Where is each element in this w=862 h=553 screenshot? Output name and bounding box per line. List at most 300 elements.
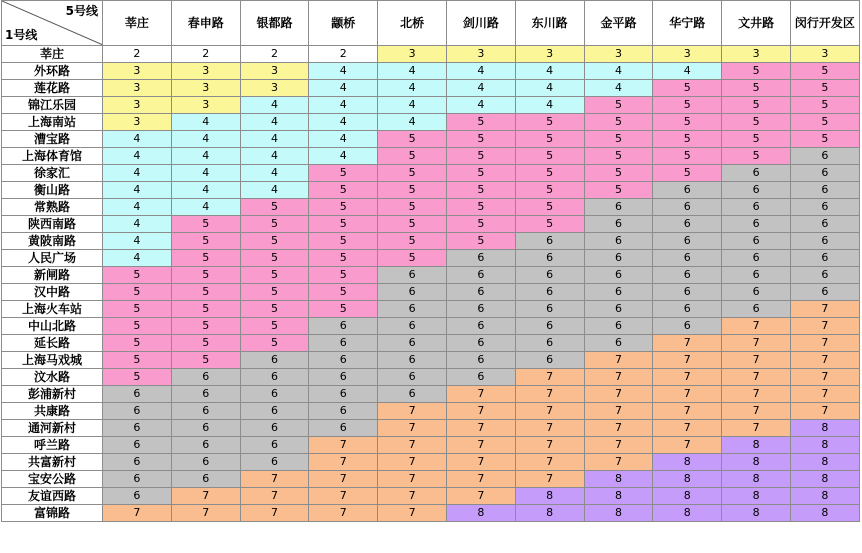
- fare-cell: 8: [790, 488, 859, 505]
- fare-cell: 8: [722, 454, 791, 471]
- fare-cell: 5: [722, 131, 791, 148]
- row-header: 陕西南路: [2, 216, 103, 233]
- fare-cell: 7: [584, 420, 653, 437]
- table-row: [2, 454, 860, 471]
- fare-cell: 6: [584, 301, 653, 318]
- fare-cell: 5: [240, 233, 309, 250]
- table-row: [2, 471, 860, 488]
- row-header: 宝安公路: [2, 471, 103, 488]
- fare-cell: 6: [515, 301, 584, 318]
- fare-cell: 6: [240, 369, 309, 386]
- fare-cell: 6: [515, 335, 584, 352]
- fare-cell: 7: [515, 403, 584, 420]
- fare-cell: 4: [171, 148, 240, 165]
- table-row: [2, 369, 860, 386]
- fare-cell: 7: [515, 420, 584, 437]
- fare-cell: 6: [309, 352, 378, 369]
- header-row: [2, 1, 860, 46]
- fare-cell: 7: [515, 454, 584, 471]
- fare-cell: 6: [378, 335, 447, 352]
- fare-cell: 7: [653, 335, 722, 352]
- row-header: 彭浦新村: [2, 386, 103, 403]
- fare-cell: 4: [103, 199, 172, 216]
- fare-cell: 5: [240, 250, 309, 267]
- fare-cell: 5: [240, 301, 309, 318]
- fare-cell: 5: [103, 369, 172, 386]
- line1-label: 1号线: [5, 28, 38, 42]
- fare-cell: 7: [446, 403, 515, 420]
- fare-cell: 3: [584, 46, 653, 63]
- row-header: 上海体育馆: [2, 148, 103, 165]
- fare-cell: 5: [378, 131, 447, 148]
- table-row: [2, 284, 860, 301]
- fare-cell: 8: [722, 437, 791, 454]
- fare-cell: 3: [790, 46, 859, 63]
- fare-cell: 6: [722, 165, 791, 182]
- fare-cell: 6: [790, 267, 859, 284]
- fare-cell: 5: [515, 131, 584, 148]
- row-header: 衡山路: [2, 182, 103, 199]
- fare-cell: 4: [309, 148, 378, 165]
- fare-cell: 5: [378, 182, 447, 199]
- fare-cell: 5: [240, 267, 309, 284]
- fare-cell: 5: [446, 148, 515, 165]
- fare-cell: 4: [378, 114, 447, 131]
- fare-cell: 8: [584, 505, 653, 522]
- row-header: 通河新村: [2, 420, 103, 437]
- fare-cell: 7: [378, 420, 447, 437]
- row-header: 莲花路: [2, 80, 103, 97]
- fare-cell: 6: [171, 420, 240, 437]
- fare-cell: 7: [446, 420, 515, 437]
- table-row: [2, 301, 860, 318]
- fare-cell: 6: [515, 233, 584, 250]
- fare-cell: 5: [378, 148, 447, 165]
- fare-cell: 6: [446, 318, 515, 335]
- fare-cell: 4: [171, 199, 240, 216]
- fare-cell: 6: [378, 386, 447, 403]
- fare-cell: 7: [722, 420, 791, 437]
- fare-cell: 8: [446, 505, 515, 522]
- fare-cell: 5: [446, 114, 515, 131]
- fare-cell: 5: [515, 199, 584, 216]
- table-row: [2, 216, 860, 233]
- fare-cell: 6: [309, 335, 378, 352]
- fare-cell: 5: [790, 114, 859, 131]
- fare-cell: 4: [103, 165, 172, 182]
- fare-cell: 5: [378, 250, 447, 267]
- fare-cell: 6: [309, 420, 378, 437]
- fare-cell: 5: [515, 216, 584, 233]
- fare-cell: 6: [790, 284, 859, 301]
- fare-cell: 6: [790, 199, 859, 216]
- fare-cell: 4: [378, 97, 447, 114]
- fare-cell: 6: [240, 403, 309, 420]
- fare-cell: 5: [103, 335, 172, 352]
- fare-cell: 5: [515, 148, 584, 165]
- fare-cell: 6: [515, 318, 584, 335]
- fare-cell: 6: [584, 284, 653, 301]
- fare-cell: 5: [446, 199, 515, 216]
- fare-cell: 8: [790, 471, 859, 488]
- fare-cell: 5: [653, 165, 722, 182]
- row-header: 呼兰路: [2, 437, 103, 454]
- table-row: [2, 352, 860, 369]
- row-header: 黄陂南路: [2, 233, 103, 250]
- fare-cell: 3: [171, 80, 240, 97]
- fare-cell: 7: [722, 352, 791, 369]
- fare-cell: 5: [378, 233, 447, 250]
- fare-cell: 7: [378, 488, 447, 505]
- fare-cell: 5: [653, 114, 722, 131]
- fare-cell: 6: [309, 318, 378, 335]
- fare-cell: 6: [103, 420, 172, 437]
- fare-cell: 6: [240, 420, 309, 437]
- row-header: 常熟路: [2, 199, 103, 216]
- fare-cell: 5: [446, 165, 515, 182]
- fare-cell: 4: [240, 131, 309, 148]
- fare-cell: 5: [171, 352, 240, 369]
- column-header: 文井路: [722, 1, 791, 46]
- fare-cell: 5: [653, 131, 722, 148]
- row-header: 锦江乐园: [2, 97, 103, 114]
- fare-cell: 8: [653, 471, 722, 488]
- table-row: [2, 335, 860, 352]
- fare-cell: 4: [309, 114, 378, 131]
- fare-cell: 7: [653, 352, 722, 369]
- column-header: 北桥: [378, 1, 447, 46]
- fare-cell: 6: [653, 284, 722, 301]
- fare-cell: 6: [653, 182, 722, 199]
- fare-cell: 4: [171, 131, 240, 148]
- fare-cell: 4: [103, 233, 172, 250]
- fare-cell: 7: [515, 369, 584, 386]
- fare-cell: 8: [790, 505, 859, 522]
- fare-cell: 6: [240, 437, 309, 454]
- fare-cell: 4: [309, 63, 378, 80]
- fare-cell: 5: [378, 199, 447, 216]
- fare-cell: 5: [171, 233, 240, 250]
- fare-cell: 6: [515, 267, 584, 284]
- fare-cell: 8: [515, 488, 584, 505]
- fare-cell: 8: [790, 420, 859, 437]
- fare-cell: 5: [584, 148, 653, 165]
- table-row: [2, 505, 860, 522]
- fare-cell: 7: [240, 471, 309, 488]
- row-header: 新闸路: [2, 267, 103, 284]
- fare-cell: 5: [309, 301, 378, 318]
- fare-cell: 7: [515, 471, 584, 488]
- fare-cell: 6: [584, 267, 653, 284]
- fare-cell: 7: [722, 386, 791, 403]
- fare-cell: 6: [378, 369, 447, 386]
- fare-cell: 5: [584, 131, 653, 148]
- fare-cell: 4: [103, 182, 172, 199]
- fare-cell: 5: [584, 182, 653, 199]
- fare-cell: 6: [309, 386, 378, 403]
- fare-cell: 6: [171, 454, 240, 471]
- fare-matrix-table: [1, 0, 860, 522]
- fare-cell: 7: [309, 488, 378, 505]
- fare-cell: 5: [240, 199, 309, 216]
- fare-cell: 7: [584, 352, 653, 369]
- fare-cell: 6: [790, 182, 859, 199]
- fare-cell: 5: [171, 301, 240, 318]
- fare-cell: 7: [309, 454, 378, 471]
- fare-cell: 5: [103, 318, 172, 335]
- column-header: 金平路: [584, 1, 653, 46]
- table-row: [2, 63, 860, 80]
- fare-cell: 8: [722, 471, 791, 488]
- fare-cell: 4: [515, 80, 584, 97]
- fare-cell: 7: [515, 437, 584, 454]
- fare-cell: 6: [240, 454, 309, 471]
- fare-cell: 4: [240, 165, 309, 182]
- fare-cell: 6: [171, 437, 240, 454]
- fare-cell: 5: [309, 165, 378, 182]
- fare-cell: 5: [653, 80, 722, 97]
- row-header: 共康路: [2, 403, 103, 420]
- fare-cell: 5: [515, 114, 584, 131]
- fare-cell: 3: [240, 63, 309, 80]
- fare-cell: 6: [584, 233, 653, 250]
- row-header: 中山北路: [2, 318, 103, 335]
- fare-cell: 6: [790, 250, 859, 267]
- fare-cell: 6: [790, 165, 859, 182]
- column-header: 剑川路: [446, 1, 515, 46]
- fare-cell: 7: [378, 403, 447, 420]
- fare-cell: 7: [584, 369, 653, 386]
- fare-cell: 5: [103, 352, 172, 369]
- fare-cell: 7: [446, 454, 515, 471]
- fare-cell: 3: [103, 63, 172, 80]
- fare-cell: 7: [584, 386, 653, 403]
- column-header: 莘庄: [103, 1, 172, 46]
- fare-cell: 5: [171, 216, 240, 233]
- fare-cell: 7: [790, 301, 859, 318]
- fare-cell: 7: [722, 335, 791, 352]
- fare-cell: 4: [309, 80, 378, 97]
- fare-cell: 5: [584, 114, 653, 131]
- table-row: [2, 131, 860, 148]
- table-row: [2, 182, 860, 199]
- fare-cell: 6: [446, 352, 515, 369]
- fare-cell: 5: [446, 131, 515, 148]
- fare-cell: 5: [722, 63, 791, 80]
- fare-cell: 6: [515, 284, 584, 301]
- fare-cell: 5: [515, 182, 584, 199]
- fare-cell: 7: [790, 318, 859, 335]
- fare-cell: 5: [790, 97, 859, 114]
- fare-cell: 5: [171, 318, 240, 335]
- line5-label: 5号线: [65, 4, 98, 18]
- fare-cell: 7: [240, 505, 309, 522]
- row-header: 莘庄: [2, 46, 103, 63]
- fare-cell: 4: [446, 97, 515, 114]
- fare-cell: 5: [240, 216, 309, 233]
- fare-cell: 7: [653, 437, 722, 454]
- fare-cell: 6: [446, 250, 515, 267]
- fare-cell: 4: [240, 97, 309, 114]
- fare-cell: 6: [446, 267, 515, 284]
- fare-cell: 7: [240, 488, 309, 505]
- fare-cell: 5: [309, 233, 378, 250]
- fare-cell: 4: [309, 131, 378, 148]
- fare-cell: 6: [722, 182, 791, 199]
- fare-cell: 5: [171, 250, 240, 267]
- row-header: 外环路: [2, 63, 103, 80]
- fare-cell: 7: [584, 437, 653, 454]
- fare-cell: 6: [584, 335, 653, 352]
- fare-cell: 7: [309, 437, 378, 454]
- fare-cell: 5: [378, 216, 447, 233]
- fare-cell: 4: [309, 97, 378, 114]
- table-row: [2, 97, 860, 114]
- fare-cell: 4: [378, 63, 447, 80]
- fare-cell: 7: [171, 505, 240, 522]
- fare-cell: 4: [515, 63, 584, 80]
- fare-cell: 4: [240, 148, 309, 165]
- row-header: 延长路: [2, 335, 103, 352]
- fare-cell: 5: [446, 216, 515, 233]
- fare-cell: 6: [790, 216, 859, 233]
- fare-cell: 6: [171, 471, 240, 488]
- fare-cell: 8: [722, 488, 791, 505]
- fare-cell: 4: [584, 80, 653, 97]
- fare-cell: 6: [653, 216, 722, 233]
- fare-cell: 3: [378, 46, 447, 63]
- fare-cell: 5: [790, 131, 859, 148]
- fare-cell: 6: [653, 301, 722, 318]
- fare-cell: 5: [171, 284, 240, 301]
- fare-cell: 5: [309, 284, 378, 301]
- fare-cell: 8: [653, 488, 722, 505]
- fare-cell: 6: [171, 403, 240, 420]
- fare-cell: 4: [103, 250, 172, 267]
- fare-cell: 6: [103, 437, 172, 454]
- fare-cell: 4: [103, 216, 172, 233]
- fare-cell: 7: [790, 403, 859, 420]
- fare-cell: 6: [722, 233, 791, 250]
- fare-cell: 7: [446, 386, 515, 403]
- row-header: 徐家汇: [2, 165, 103, 182]
- fare-cell: 7: [653, 420, 722, 437]
- row-header: 漕宝路: [2, 131, 103, 148]
- table-row: [2, 488, 860, 505]
- fare-cell: 6: [653, 199, 722, 216]
- row-header: 汶水路: [2, 369, 103, 386]
- fare-cell: 6: [103, 471, 172, 488]
- fare-cell: 6: [378, 352, 447, 369]
- fare-cell: 4: [171, 114, 240, 131]
- fare-cell: 3: [446, 46, 515, 63]
- corner-cell: [2, 1, 103, 46]
- fare-cell: 5: [103, 301, 172, 318]
- fare-cell: 6: [171, 386, 240, 403]
- fare-cell: 4: [446, 80, 515, 97]
- fare-cell: 8: [653, 454, 722, 471]
- fare-cell: 5: [103, 267, 172, 284]
- column-header: 闵行开发区: [790, 1, 859, 46]
- table-row: [2, 114, 860, 131]
- fare-cell: 3: [240, 80, 309, 97]
- fare-cell: 7: [378, 505, 447, 522]
- fare-cell: 6: [378, 301, 447, 318]
- fare-cell: 6: [309, 403, 378, 420]
- fare-cell: 4: [240, 182, 309, 199]
- column-header: 东川路: [515, 1, 584, 46]
- fare-cell: 4: [171, 165, 240, 182]
- fare-cell: 6: [103, 454, 172, 471]
- fare-cell: 6: [103, 403, 172, 420]
- fare-cell: 6: [722, 301, 791, 318]
- fare-cell: 2: [309, 46, 378, 63]
- fare-cell: 3: [653, 46, 722, 63]
- fare-cell: 7: [653, 369, 722, 386]
- fare-cell: 5: [240, 284, 309, 301]
- fare-cell: 6: [722, 216, 791, 233]
- table-row: [2, 420, 860, 437]
- table-row: [2, 199, 860, 216]
- fare-cell: 4: [446, 63, 515, 80]
- row-header: 人民广场: [2, 250, 103, 267]
- fare-cell: 3: [515, 46, 584, 63]
- table-row: [2, 318, 860, 335]
- fare-cell: 6: [584, 216, 653, 233]
- fare-cell: 5: [653, 148, 722, 165]
- fare-cell: 7: [103, 505, 172, 522]
- fare-cell: 5: [584, 97, 653, 114]
- fare-cell: 7: [790, 352, 859, 369]
- fare-cell: 5: [790, 63, 859, 80]
- fare-cell: 4: [653, 63, 722, 80]
- row-header: 共富新村: [2, 454, 103, 471]
- fare-cell: 2: [103, 46, 172, 63]
- fare-cell: 4: [171, 182, 240, 199]
- fare-cell: 7: [790, 386, 859, 403]
- table-row: [2, 46, 860, 63]
- row-header: 上海火车站: [2, 301, 103, 318]
- row-header: 上海南站: [2, 114, 103, 131]
- column-header: 银都路: [240, 1, 309, 46]
- row-header: 汉中路: [2, 284, 103, 301]
- table-row: [2, 165, 860, 182]
- fare-cell: 6: [446, 301, 515, 318]
- fare-cell: 5: [309, 216, 378, 233]
- fare-cell: 5: [309, 267, 378, 284]
- fare-cell: 6: [171, 369, 240, 386]
- fare-cell: 6: [446, 369, 515, 386]
- column-header: 春申路: [171, 1, 240, 46]
- fare-cell: 5: [722, 80, 791, 97]
- table-row: [2, 80, 860, 97]
- fare-cell: 8: [722, 505, 791, 522]
- fare-cell: 5: [446, 233, 515, 250]
- fare-cell: 5: [653, 97, 722, 114]
- table-row: [2, 437, 860, 454]
- fare-cell: 4: [515, 97, 584, 114]
- fare-cell: 5: [722, 114, 791, 131]
- fare-cell: 6: [653, 318, 722, 335]
- fare-cell: 3: [103, 80, 172, 97]
- fare-cell: 7: [446, 488, 515, 505]
- fare-cell: 6: [584, 318, 653, 335]
- fare-cell: 5: [378, 165, 447, 182]
- row-header: 富锦路: [2, 505, 103, 522]
- fare-cell: 6: [515, 250, 584, 267]
- fare-cell: 5: [722, 97, 791, 114]
- fare-cell: 7: [653, 386, 722, 403]
